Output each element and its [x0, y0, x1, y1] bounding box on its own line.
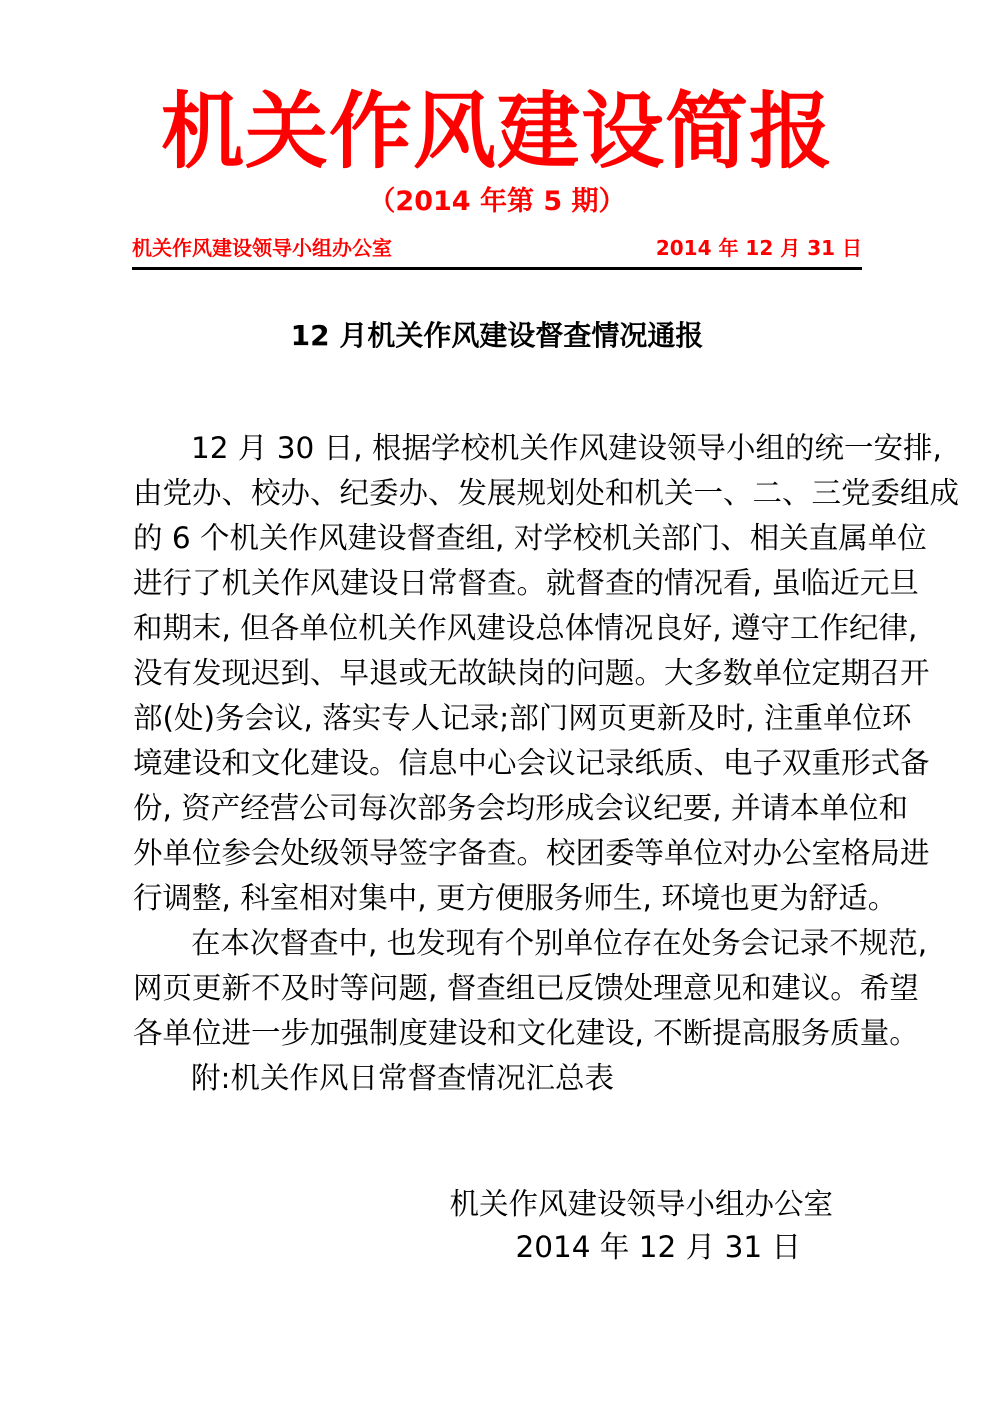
body-line: 行调整, 科室相对集中, 更方便服务师生, 环境也更为舒适。 [133, 881, 898, 916]
document-title: 12 月机关作风建设督查情况通报 [290, 319, 704, 352]
masthead-meta-row [132, 218, 862, 261]
masthead-issue-date: 2014 年 12 月 31 日 [655, 236, 862, 261]
body-line: 的 6 个机关作风建设督查组, 对学校机关部门、相关直属单位 [133, 521, 927, 556]
body-line: 由党办、校办、纪委办、发展规划处和机关一、二、三党委组成 [133, 476, 960, 511]
signature-date: 2014 年 12 月 31 日 [515, 1230, 801, 1264]
body-line: 在本次督查中, 也发现有个别单位存在处务会记录不规范, [191, 926, 928, 961]
body-line: 部(处)务会议, 落实专人记录;部门网页更新及时, 注重单位环 [133, 701, 912, 736]
signature-block [133, 1183, 861, 1269]
masthead-title: 机关作风建设简报 [161, 83, 833, 180]
document-paragraphs [133, 426, 960, 1101]
masthead-divider-rule [132, 267, 862, 270]
body-line: 份, 资产经营公司每次部务会均形成会议纪要, 并请本单位和 [133, 791, 909, 826]
body-line: 进行了机关作风建设日常督查。就督查的情况看, 虽临近元旦 [133, 566, 919, 601]
masthead-issue-number: （2014 年第 5 期） [368, 185, 626, 217]
attachment-note: 附:机关作风日常督查情况汇总表 [191, 1061, 614, 1096]
body-line: 各单位进一步加强制度建设和文化建设, 不断提高服务质量。 [133, 1016, 919, 1051]
body-line: 网页更新不及时等问题, 督查组已反馈处理意见和建议。希望 [133, 971, 919, 1006]
masthead-issuing-office: 机关作风建设领导小组办公室 [132, 236, 392, 261]
masthead [132, 0, 862, 278]
body-line: 和期末, 但各单位机关作风建设总体情况良好, 遵守工作纪律, [133, 611, 918, 646]
body-line: 没有发现迟到、早退或无故缺岗的问题。大多数单位定期召开 [133, 656, 930, 691]
signature-organization: 机关作风建设领导小组办公室 [449, 1187, 833, 1221]
body-line: 境建设和文化建设。信息中心会议记录纸质、电子双重形式备 [133, 746, 930, 781]
body-line: 外单位参会处级领导签字备查。校团委等单位对办公室格局进 [133, 836, 930, 871]
document-body [133, 318, 960, 1101]
body-line: 12 月 30 日, 根据学校机关作风建设领导小组的统一安排, [191, 431, 942, 466]
